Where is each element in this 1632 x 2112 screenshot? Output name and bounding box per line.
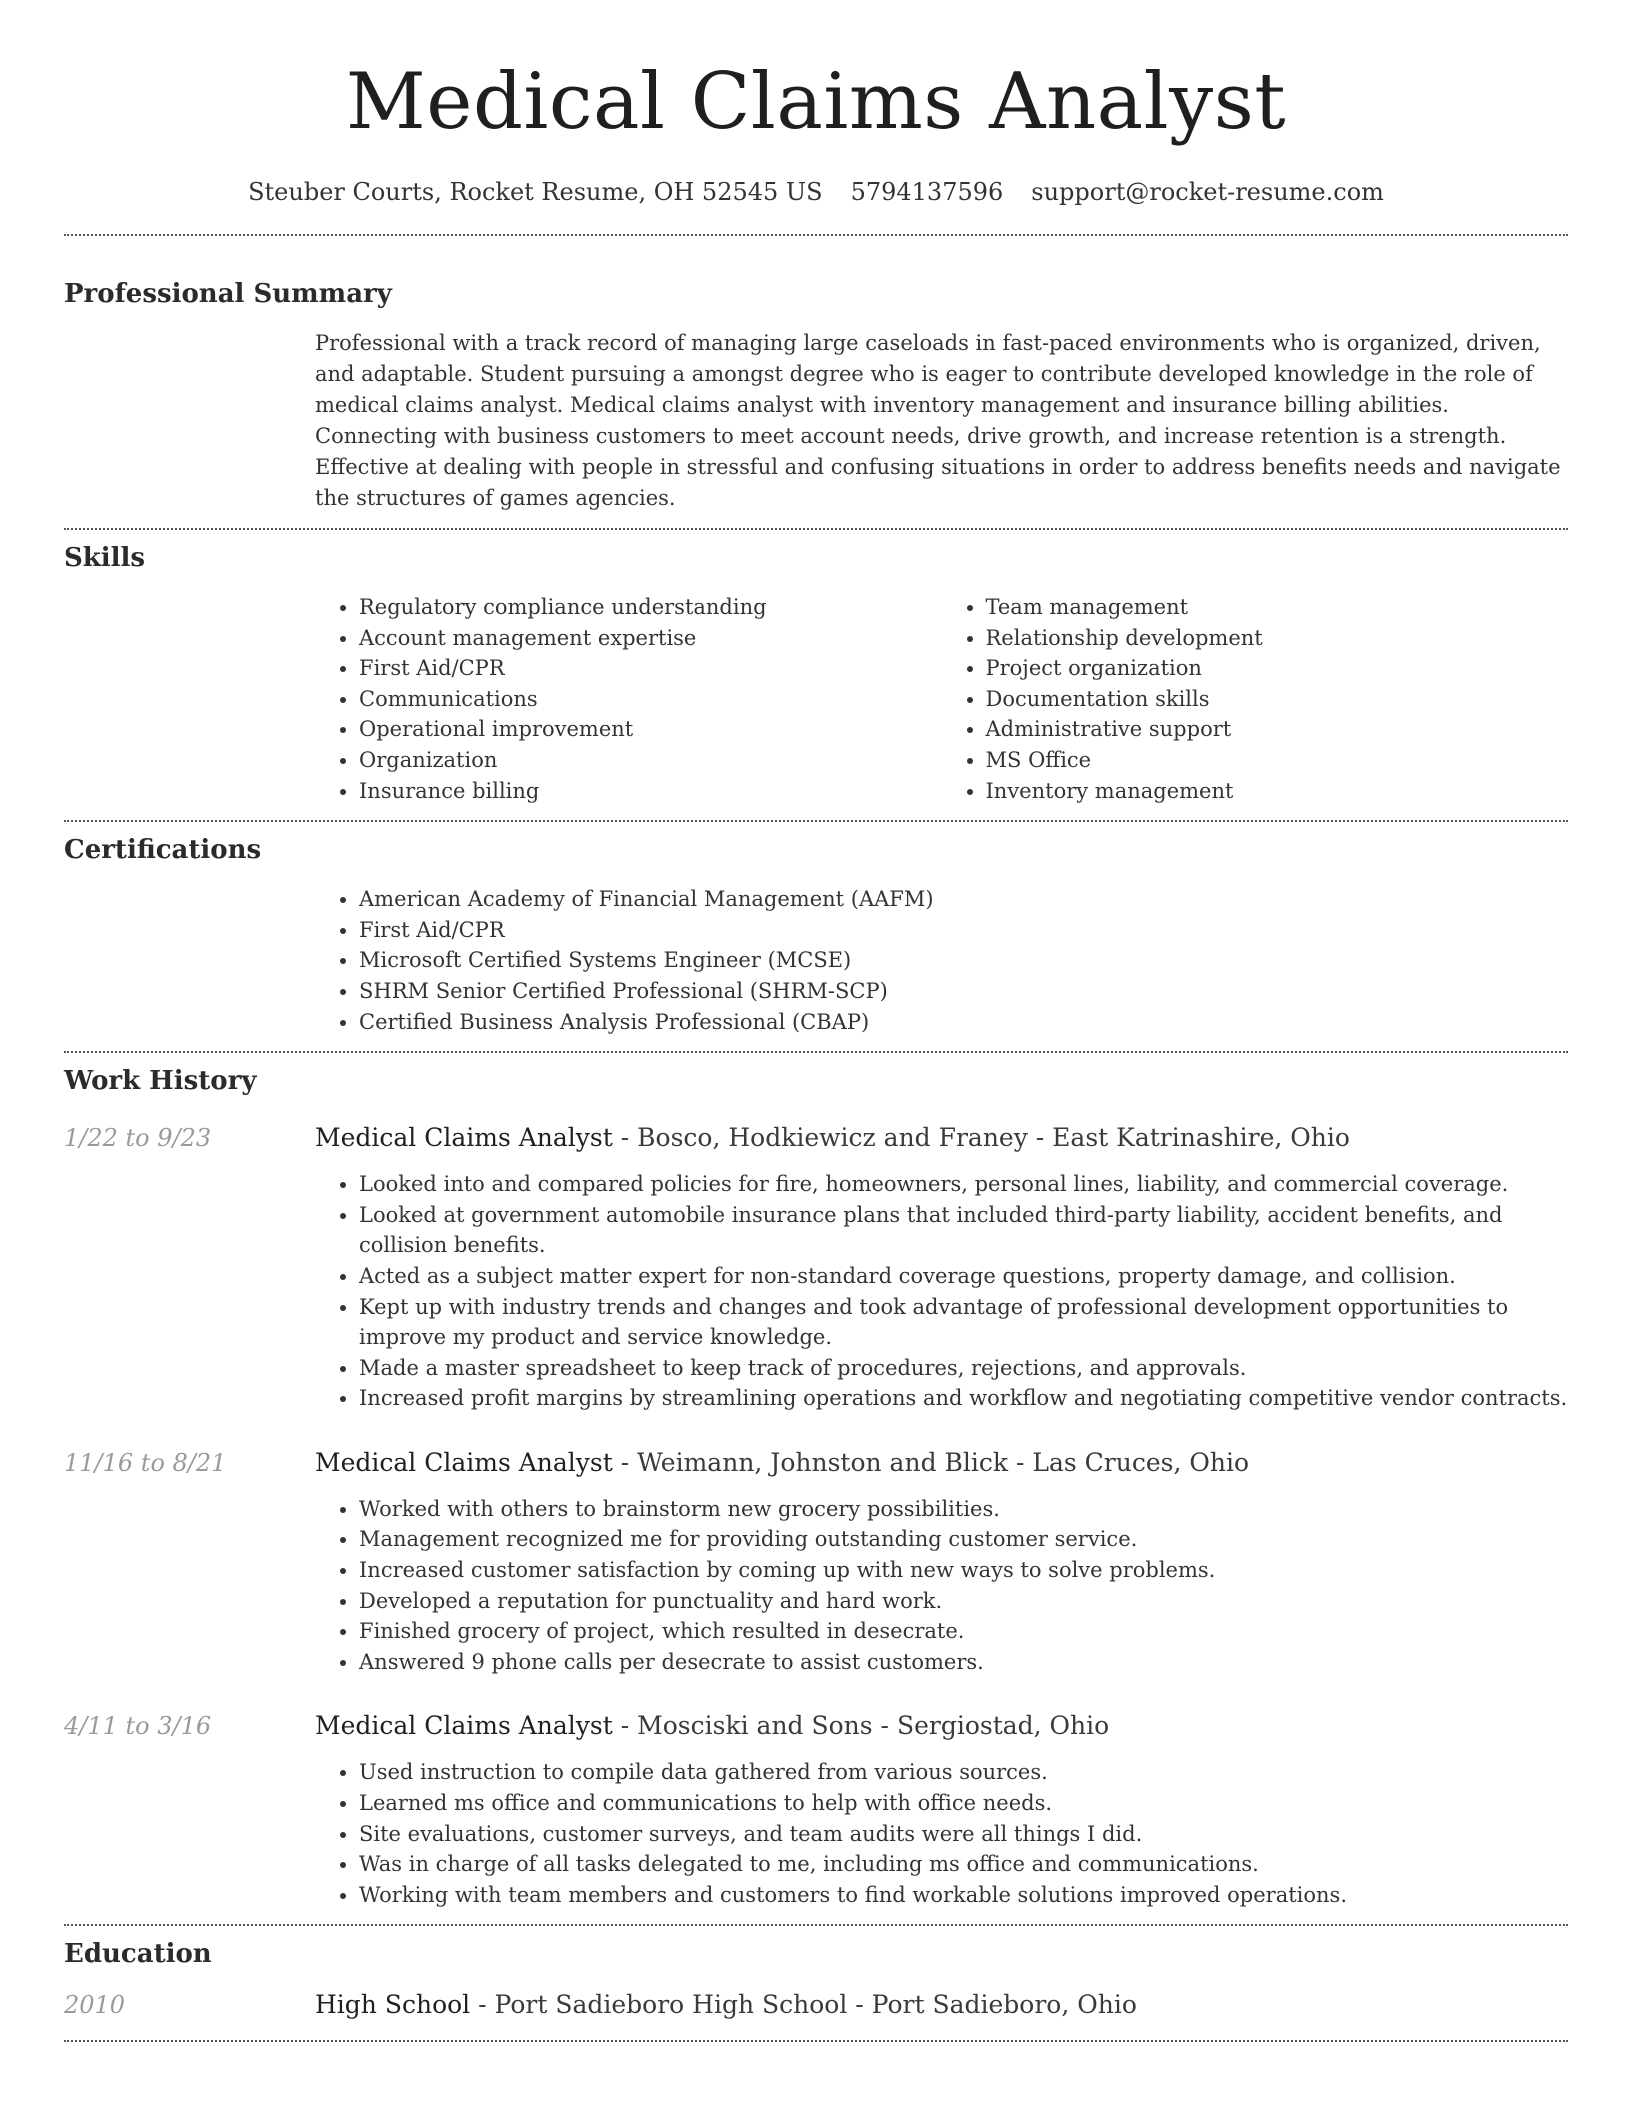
candidate-name: Medical Claims Analyst (345, 57, 1287, 147)
section-title-education: Education (64, 1939, 212, 1970)
education-entry (64, 1988, 1568, 2022)
skill-item: • Administrative support (986, 714, 1569, 745)
job-entry (64, 1709, 1568, 1910)
certification-item: • First Aid/CPR (359, 915, 1568, 946)
job-bullet: • Finished grocery of project, which resulted in desecrate. (359, 1616, 1568, 1647)
job-bullet: • Increased profit margins by streamlining operations and workflow and negotiating competitive vendor contracts. (359, 1383, 1568, 1414)
job-bullet: • Used instruction to compile data gathered from various sources. (359, 1757, 1568, 1788)
skill-item: • Communications (359, 684, 942, 715)
job-title (315, 1446, 1568, 1480)
skill-item: • Relationship development (986, 623, 1569, 654)
education-title (315, 1988, 1568, 2022)
job-bullet: • Working with team members and customers to find workable solutions improved operations. (359, 1880, 1568, 1911)
education-date: 2010 (64, 1991, 126, 2020)
job-date: 1/22 to 9/23 (64, 1124, 212, 1153)
section-title-certifications: Certifications (64, 835, 262, 866)
skill-item: • MS Office (986, 745, 1569, 776)
job-bullet: • Kept up with industry trends and changes and took advantage of professional development opportunities to improve my product and service knowledge. (359, 1292, 1568, 1353)
summary-text: Professional with a track record of managing large caseloads in fast-paced environments who is organized, driven, and adaptable. Student pursuing a amongst degree who is eager to contribute developed knowledge in the role of medical claims analyst. Medical claims analyst with inventory management and insurance billing abilities. Connecting with business customers to meet account needs, drive growth, and increase retention is a strength. Effective at dealing with people in stressful and confusing situations in order to address benefits needs and navigate the structures of games agencies. (315, 331, 1561, 510)
email: support@rocket-resume.com (1031, 178, 1384, 206)
skill-item: • Regulatory compliance understanding (359, 592, 942, 623)
contact-line (64, 174, 1568, 210)
skill-item: • First Aid/CPR (359, 653, 942, 684)
job-bullet: • Was in charge of all tasks delegated to me, including ms office and communications. (359, 1849, 1568, 1880)
job-bullet: • Looked at government automobile insurance plans that included third-party liability, accident benefits, and collision benefits. (359, 1200, 1568, 1261)
certifications-list (315, 884, 1568, 1037)
job-entry (64, 1446, 1568, 1678)
job-role: Medical Claims Analyst (315, 1447, 613, 1477)
job-employer: - Bosco, Hodkiewicz and Franey - East Katrinashire, Ohio (612, 1123, 1350, 1153)
certification-item: • Certified Business Analysis Professional (CBAP) (359, 1007, 1568, 1038)
education-school: - Port Sadieboro High School - Port Sadieboro, Ohio (470, 1990, 1137, 2020)
section-title-summary: Professional Summary (64, 279, 392, 309)
section-title-skills: Skills (64, 543, 146, 573)
job-bullet: • Worked with others to brainstorm new grocery possibilities. (359, 1494, 1568, 1525)
job-date: 11/16 to 8/21 (64, 1448, 227, 1477)
certification-item: • American Academy of Financial Management (AAFM) (359, 884, 1568, 915)
job-title (315, 1121, 1568, 1155)
job-entry (64, 1121, 1568, 1414)
job-bullet: • Made a master spreadsheet to keep track of procedures, rejections, and approvals. (359, 1353, 1568, 1384)
certification-item: • Microsoft Certified Systems Engineer (MCSE) (359, 945, 1568, 976)
divider (64, 2040, 1568, 2042)
job-bullet: • Site evaluations, customer surveys, and team audits were all things I did. (359, 1819, 1568, 1850)
certification-item: • SHRM Senior Certified Professional (SHRM-SCP) (359, 976, 1568, 1007)
job-role: Medical Claims Analyst (315, 1711, 613, 1741)
job-employer: - Mosciski and Sons - Sergiostad, Ohio (612, 1711, 1110, 1741)
job-employer: - Weimann, Johnston and Blick - Las Cruces, Ohio (612, 1447, 1249, 1477)
address: Steuber Courts, Rocket Resume, OH 52545 US (248, 178, 823, 206)
job-bullet: • Increased customer satisfaction by coming up with new ways to solve problems. (359, 1555, 1568, 1586)
resume-page (64, 0, 1568, 2042)
job-title (315, 1709, 1568, 1743)
skill-item: • Inventory management (986, 776, 1569, 807)
skill-item: • Operational improvement (359, 714, 942, 745)
job-bullet: • Answered 9 phone calls per desecrate to assist customers. (359, 1647, 1568, 1678)
education-degree: High School (315, 1990, 471, 2020)
job-bullet: • Acted as a subject matter expert for non-standard coverage questions, property damage, and collision. (359, 1261, 1568, 1292)
skill-item: • Account management expertise (359, 623, 942, 654)
job-bullet: • Management recognized me for providing outstanding customer service. (359, 1524, 1568, 1555)
skills-list (315, 592, 1568, 806)
phone: 5794137596 (850, 178, 1004, 206)
skills-right-column (942, 592, 1569, 806)
section-title-work-history: Work History (64, 1066, 257, 1097)
skill-item: • Documentation skills (986, 684, 1569, 715)
skill-item: • Team management (986, 592, 1569, 623)
skill-item: • Insurance billing (359, 776, 942, 807)
skills-left-column (315, 592, 942, 806)
skill-item: • Organization (359, 745, 942, 776)
job-bullet: • Learned ms office and communications to help with office needs. (359, 1788, 1568, 1819)
skill-item: • Project organization (986, 653, 1569, 684)
job-bullet: • Looked into and compared policies for fire, homeowners, personal lines, liability, and commercial coverage. (359, 1169, 1568, 1200)
job-role: Medical Claims Analyst (315, 1123, 613, 1153)
job-date: 4/11 to 3/16 (64, 1712, 212, 1741)
job-bullet: • Developed a reputation for punctuality and hard work. (359, 1586, 1568, 1617)
